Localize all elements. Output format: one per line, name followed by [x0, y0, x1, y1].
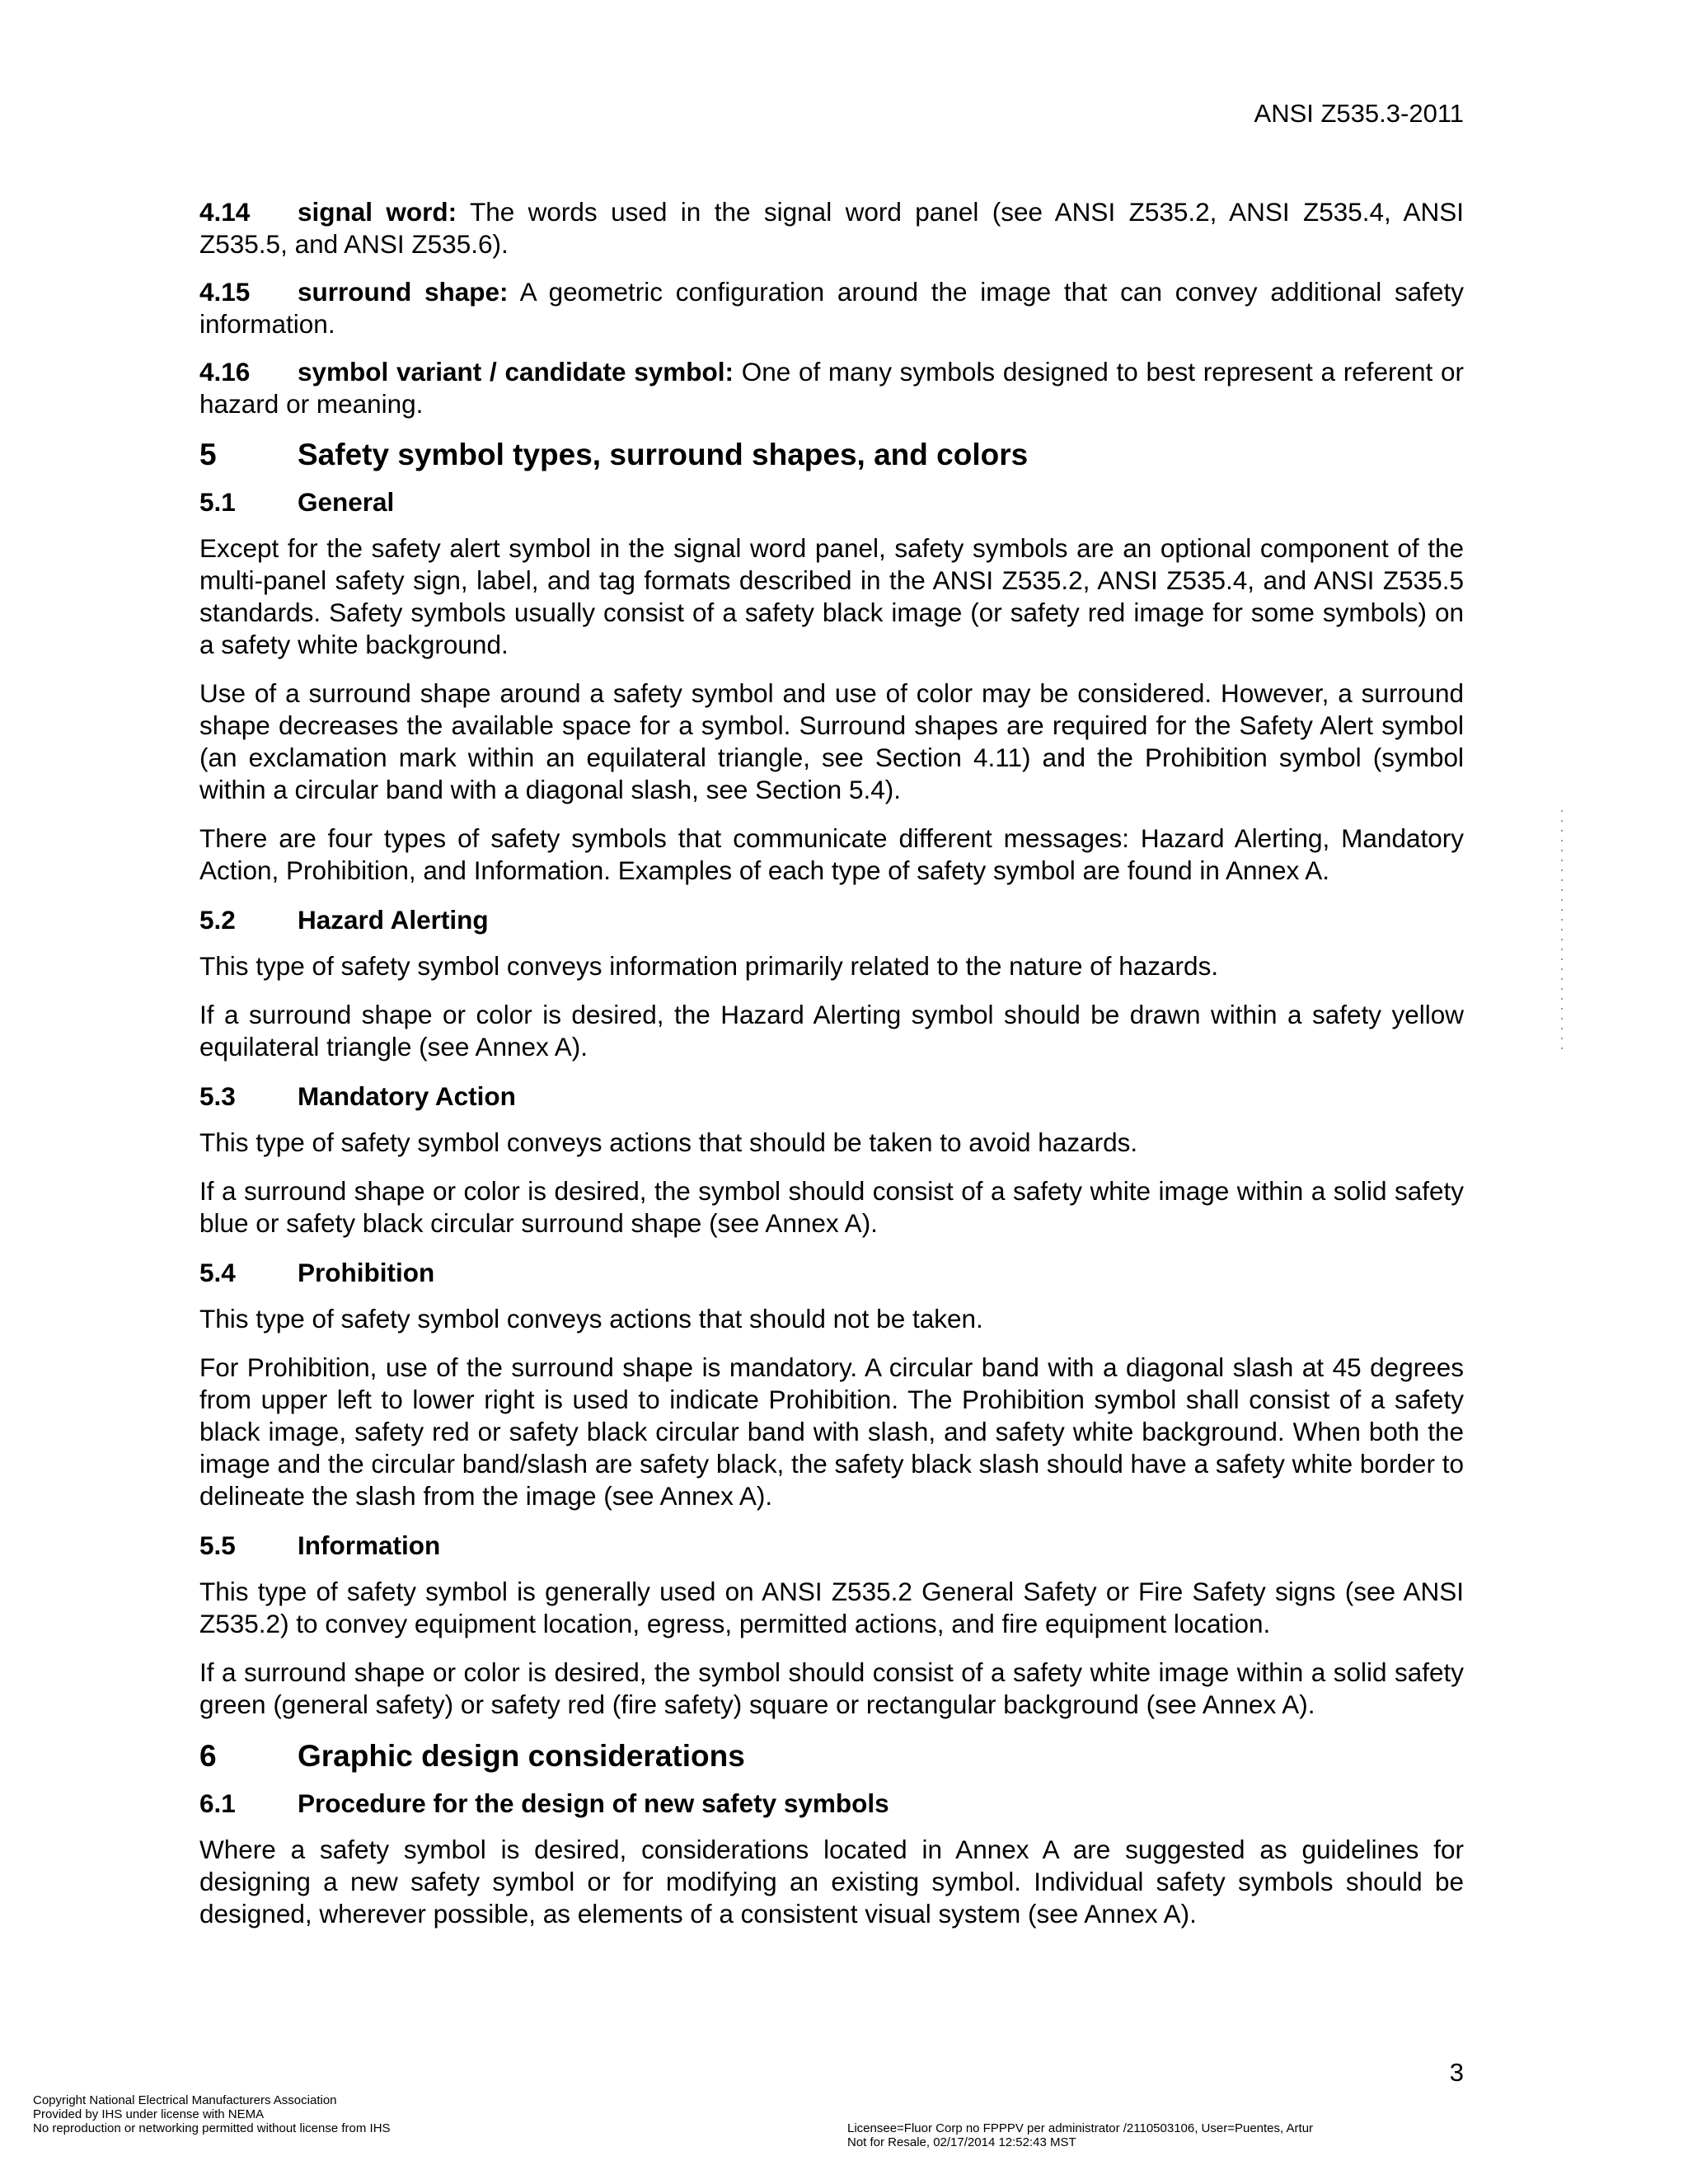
footer-line: Licensee=Fluor Corp no FPPPV per administrator /2110503106, User=Puentes, Artur — [847, 2121, 1314, 2135]
definition-text: One of many symbols designed to best represent a referent or hazard or meaning. — [199, 357, 1464, 419]
footer-copyright — [33, 2093, 391, 2135]
definition-4-14 — [199, 196, 1464, 260]
subsection-title: Procedure for the design of new safety symbols — [298, 1788, 889, 1818]
page-number: 3 — [1449, 2058, 1464, 2087]
footer-line: Provided by IHS under license with NEMA — [33, 2107, 265, 2121]
footer-license — [847, 2121, 1313, 2149]
footer-line: Copyright National Electrical Manufacturers Association — [33, 2093, 337, 2107]
subsection-number: 5.5 — [199, 1530, 236, 1560]
footer-line: Not for Resale, 02/17/2014 12:52:43 MST — [847, 2135, 1076, 2149]
subsection-number: 5.1 — [199, 487, 236, 517]
subsection-title: Prohibition — [298, 1258, 435, 1287]
footer-line: No reproduction or networking permitted without license from IHS — [33, 2121, 391, 2135]
clause-number: 4.14 — [199, 197, 251, 227]
definition-4-16 — [199, 356, 1464, 420]
paragraph: If a surround shape or color is desired, the symbol should consist of a safety white image within a solid safety blue or safety black circular surround shape (see Annex A). — [199, 1176, 1464, 1238]
paragraph: If a surround shape or color is desired, the symbol should consist of a safety white image within a solid safety green (general safety) or safety red (fire safety) square or rectangular background (see Annex A). — [199, 1657, 1464, 1719]
margin-dotted-line — [1560, 806, 1564, 1053]
subsection-number: 5.4 — [199, 1258, 236, 1287]
subsection-number: 6.1 — [199, 1788, 236, 1818]
subsection-title: Hazard Alerting — [298, 905, 489, 935]
paragraph: For Prohibition, use of the surround shape is mandatory. A circular band with a diagonal slash at 45 degrees from upper left to lower right is used to indicate Prohibition. The Prohibition symbol shall consist of a safety black image, safety red or safety black circular band with slash, and safety white background. When both the image and the circular band/slash are safety black, the safety black slash should have a safety white border to delineate the slash from the image (see Annex A). — [199, 1352, 1464, 1511]
definition-term: symbol variant / candidate symbol: — [298, 357, 734, 387]
subsection-heading-5-4 — [199, 1256, 1464, 1289]
subsection-heading-5-1 — [199, 485, 1464, 518]
document-id: ANSI Z535.3-2011 — [1254, 99, 1464, 128]
definition-text: A geometric configuration around the image that can convey additional safety information. — [199, 277, 1465, 339]
definition-text: The words used in the signal word panel (see ANSI Z535.2, ANSI Z535.4, ANSI Z535.5, and ANSI Z535.6). — [199, 197, 1464, 259]
subsection-title: General — [298, 487, 395, 517]
definition-4-15 — [199, 276, 1464, 340]
page-content — [199, 196, 1464, 1947]
paragraph: Except for the safety alert symbol in the signal word panel, safety symbols are an optional component of the multi-panel safety sign, label, and tag formats described in the ANSI Z535.2, ANSI Z535.4, and ANSI Z535.5 standards. Safety symbols usually consist of a safety black image (or safety red image for some symbols) on a safety white background. — [199, 533, 1464, 659]
definition-term: surround shape: — [298, 277, 509, 307]
subsection-title: Information — [298, 1530, 441, 1560]
section-title: Safety symbol types, surround shapes, and colors — [298, 438, 1029, 471]
subsection-heading-5-2 — [199, 903, 1464, 936]
subsection-number: 5.2 — [199, 905, 236, 935]
section-number: 5 — [199, 438, 217, 471]
subsection-heading-6-1 — [199, 1787, 1464, 1820]
subsection-number: 5.3 — [199, 1081, 236, 1111]
section-heading-5 — [199, 436, 1464, 474]
paragraph: This type of safety symbol is generally used on ANSI Z535.2 General Safety or Fire Safety signs (see ANSI Z535.2) to convey equipment location, egress, permitted actions, and fire equipment location. — [199, 1577, 1464, 1638]
subsection-title: Mandatory Action — [298, 1081, 516, 1111]
subsection-heading-5-5 — [199, 1529, 1464, 1562]
paragraph: This type of safety symbol conveys information primarily related to the nature of hazards. — [199, 951, 1219, 981]
clause-number: 4.16 — [199, 357, 251, 387]
section-heading-6 — [199, 1737, 1464, 1775]
paragraph: This type of safety symbol conveys actions that should not be taken. — [199, 1304, 983, 1333]
definition-term: signal word: — [298, 197, 457, 227]
paragraph: Where a safety symbol is desired, considerations located in Annex A are suggested as guidelines for designing a new safety symbol or for modifying an existing symbol. Individual safety symbols should be designed, wherever possible, as elements of a consistent visual system (see Annex A). — [199, 1835, 1464, 1929]
paragraph: If a surround shape or color is desired, the Hazard Alerting symbol should be drawn within a safety yellow equilateral triangle (see Annex A). — [199, 1000, 1464, 1062]
subsection-heading-5-3 — [199, 1080, 1464, 1113]
paragraph: This type of safety symbol conveys actions that should be taken to avoid hazards. — [199, 1127, 1138, 1157]
paragraph: There are four types of safety symbols that communicate different messages: Hazard Alerting, Mandatory Action, Prohibition, and Information. Examples of each type of safety symbol are found in Annex A. — [199, 823, 1464, 885]
paragraph: Use of a surround shape around a safety symbol and use of color may be considered. However, a surround shape decreases the available space for a symbol. Surround shapes are required for the Safety Alert symbol (an exclamation mark within an equilateral triangle, see Section 4.11) and the Prohibition symbol (symbol within a circular band with a diagonal slash, see Section 5.4). — [199, 678, 1464, 804]
section-number: 6 — [199, 1739, 217, 1773]
clause-number: 4.15 — [199, 277, 251, 307]
section-title: Graphic design considerations — [298, 1739, 745, 1773]
